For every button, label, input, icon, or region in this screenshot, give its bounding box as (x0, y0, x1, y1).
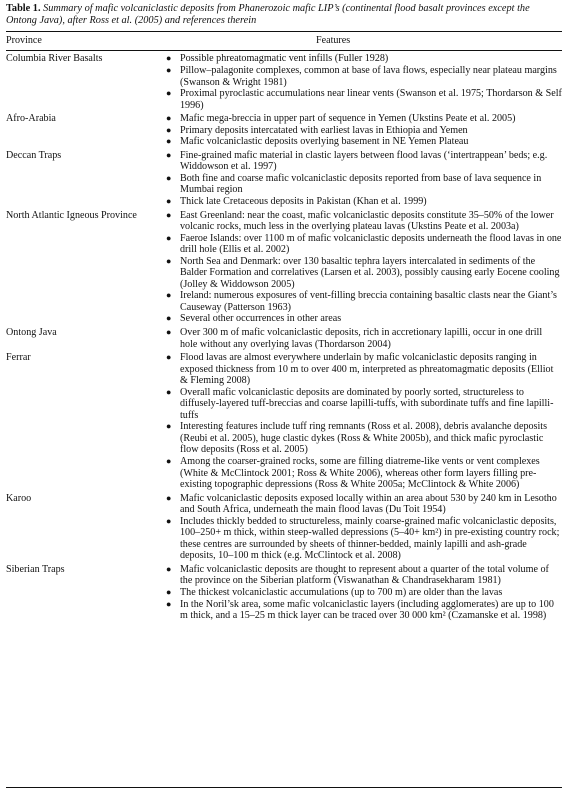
feature-text: Over 300 m of mafic volcaniclastic deposits, rich in accretionary lapilli, occur in one drill hole without any overlying lavas (Thordarson 2004) (180, 326, 543, 350)
province-name: Columbia River Basalts (6, 53, 103, 65)
feature-text: In the Noril’sk area, some mafic volcaniclastic layers (including agglomerates) are up to 100 m thick, and a 15–25 m thick layer can be traced over 30 000 km² (Czamanske et al. 1998) (180, 598, 554, 622)
feature-item (166, 352, 562, 387)
feature-item (166, 563, 562, 587)
header-features: Features (316, 35, 351, 47)
feature-text: Fine-grained mafic material in clastic layers between flood lavas (‘intertrappean’ beds; e.g. Widdowson et al. 1997) (180, 149, 548, 173)
table-body (6, 53, 562, 621)
feature-list (166, 53, 562, 111)
bullet-icon: ● (166, 598, 172, 609)
feature-item (166, 124, 562, 137)
feature-text: Includes thickly bedded to structureless, mainly coarse-grained mafic volcaniclastic deposits, 100–250+ m thick, within steep-walled depressions (5–40+ km²) in pre-existing country rock; these centres are surrounded by sheets of thinner-bedded, mainly lapilli and ash-grade deposits, 10–100 m thick (e.g. McClintock et al. 2008) (180, 515, 560, 562)
table-row (6, 113, 562, 148)
bullet-icon: ● (166, 64, 172, 75)
feature-text: Faeroe Islands: over 1100 m of mafic volcaniclastic deposits underneath the flood lavas in one drill hole (Ellis et al. 2002) (180, 232, 562, 256)
caption-text: Summary of mafic volcaniclastic deposits from Phanerozoic mafic LIP’s (continental flood basalt provinces except the Ontong Java), after Ross et al. (2005) and references therein (6, 3, 530, 27)
feature-list (166, 326, 562, 350)
feature-text: Pillow–palagonite complexes, common at base of lava flows, especially near plateau margins (Swanson & Wright 1981) (180, 64, 557, 88)
feature-text: Proximal pyroclastic accumulations near linear vents (Swanson et al. 1975; Thordarson & Self 1996) (180, 88, 562, 111)
feature-item (166, 136, 562, 148)
bullet-icon: ● (166, 113, 172, 124)
feature-item (166, 113, 562, 125)
table-row (6, 53, 562, 111)
province-name: Deccan Traps (6, 149, 62, 161)
table-row (6, 493, 562, 562)
feature-text: Flood lavas are almost everywhere underlain by mafic volcaniclastic deposits ranging in exposed thickness from 10 m to over 400 m, interpreted as phreatomagmatic deposits (Elliot & Fleming 2008) (180, 352, 554, 387)
province-name: Ferrar (6, 352, 31, 364)
feature-item (166, 386, 562, 422)
feature-text: Several other occurrences in other areas (180, 313, 342, 325)
feature-list (166, 492, 562, 562)
bullet-icon: ● (166, 232, 172, 243)
feature-item (166, 421, 562, 456)
bullet-icon: ● (166, 492, 172, 503)
province-name: Ontong Java (6, 326, 57, 338)
table-row (6, 210, 562, 325)
feature-text: Mafic volcaniclastic deposits are thought to represent about a quarter of the total volume of the province on the Siberian platform (Viswanathan & Chandrasekharam 1981) (180, 563, 549, 587)
bullet-icon: ● (166, 386, 172, 397)
bullet-icon: ● (166, 352, 172, 363)
feature-list (166, 563, 562, 622)
feature-text: Among the coarser-grained rocks, some are filling diatreme-like vents or vent complexes (White & McClintock 2001; Ross & White 2006), whereas other form layers filling pre-existing topographic depressions (Ross & White 2005a; McClintock & White 2006) (180, 456, 540, 491)
feature-item (166, 326, 562, 350)
feature-item (166, 172, 562, 196)
feature-text: The thickest volcaniclastic accumulations (up to 700 m) are older than the lavas (180, 587, 503, 599)
feature-item (166, 456, 562, 491)
feature-item (166, 195, 562, 208)
bullet-icon: ● (166, 209, 172, 220)
bullet-icon: ● (166, 149, 172, 160)
feature-text: Ireland: numerous exposures of vent-filling breccia containing basaltic clasts near the Giant’s Causeway (Patterson 1963) (180, 290, 557, 313)
bullet-icon: ● (166, 124, 172, 135)
feature-list (166, 209, 562, 325)
province-name: Karoo (6, 492, 32, 504)
caption-label: Table 1. (6, 3, 41, 14)
feature-item (166, 587, 562, 599)
bullet-icon: ● (166, 290, 172, 301)
bottom-rule (6, 787, 562, 788)
feature-item (166, 492, 562, 516)
bullet-icon: ● (166, 326, 172, 337)
bullet-icon: ● (166, 313, 172, 324)
table-row (6, 564, 562, 622)
feature-text: North Sea and Denmark: over 130 basaltic tephra layers intercalated in sediments of the Balder Formation and correlatives (Larsen et al. 2003), possibly causing early Eocene cooling (Jolley & Widdowson 2005) (180, 255, 560, 290)
feature-text: Interesting features include tuff ring remnants (Ross et al. 2008), debris avalanche deposits (Reubi et al. 2005), huge clastic dykes (Ross & White 2005b), and thick mafic pyroclastic flow deposits (Ross et al. 2005) (180, 421, 548, 456)
feature-item (166, 149, 562, 173)
feature-text: Primary deposits intercatated with earliest lavas in Ethiopia and Yemen (180, 124, 468, 136)
header-rule (6, 50, 562, 51)
feature-item (166, 209, 562, 233)
table-row (6, 327, 562, 350)
feature-text: Thick late Cretaceous deposits in Pakistan (Khan et al. 1999) (180, 195, 427, 207)
feature-item (166, 88, 562, 111)
feature-item (166, 515, 562, 562)
feature-text: Possible phreatomagmatic vent infills (Fuller 1928) (180, 53, 389, 65)
bullet-icon: ● (166, 88, 172, 99)
table-row (6, 352, 562, 491)
feature-item (166, 255, 562, 291)
feature-text: Both fine and coarse mafic volcaniclastic deposits reported from base of lava sequence in Mumbai region (180, 172, 542, 196)
feature-item (166, 64, 562, 88)
bullet-icon: ● (166, 456, 172, 466)
feature-list (166, 113, 562, 148)
header-province: Province (6, 35, 42, 47)
document-page (6, 0, 562, 622)
table-row (6, 150, 562, 208)
table-caption (6, 3, 562, 27)
province-name: Siberian Traps (6, 563, 65, 575)
bullet-icon: ● (166, 195, 172, 206)
feature-list (166, 149, 562, 208)
bullet-icon: ● (166, 563, 172, 574)
feature-item (166, 290, 562, 313)
feature-item (166, 53, 562, 65)
feature-text: Overall mafic volcaniclastic deposits are dominated by poorly sorted, structureless to diffusely-layered tuff-breccias and coarse lapilli-tuffs, with subordinate tuffs and fine lapilli-tuffs (180, 386, 554, 421)
province-name: North Atlantic Igneous Province (6, 209, 137, 221)
feature-list (166, 352, 562, 491)
bullet-icon: ● (166, 136, 172, 147)
bullet-icon: ● (166, 172, 172, 183)
feature-text: East Greenland: near the coast, mafic volcaniclastic deposits constitute 35–50% of the lower volcanic rocks, much less in the overlying plateau lavas (Ukstins Peate et al. 2003a) (180, 209, 554, 233)
bullet-icon: ● (166, 53, 172, 64)
table-header (6, 32, 562, 50)
feature-item (166, 232, 562, 256)
bullet-icon: ● (166, 421, 172, 432)
feature-text: Mafic volcaniclastic deposits exposed locally within an area about 530 by 240 km in Lesotho and South Africa, underneath the main flood lavas (Du Toit 1954) (180, 492, 557, 516)
bullet-icon: ● (166, 515, 172, 526)
feature-text: Mafic mega-breccia in upper part of sequence in Yemen (Ukstins Peate et al. 2005) (180, 113, 516, 125)
bullet-icon: ● (166, 587, 172, 598)
province-name: Afro-Arabia (6, 113, 56, 125)
feature-item (166, 598, 562, 622)
bullet-icon: ● (166, 255, 172, 266)
feature-text: Mafic volcaniclastic deposits overlying basement in NE Yemen Plateau (180, 136, 469, 148)
feature-item (166, 313, 562, 325)
